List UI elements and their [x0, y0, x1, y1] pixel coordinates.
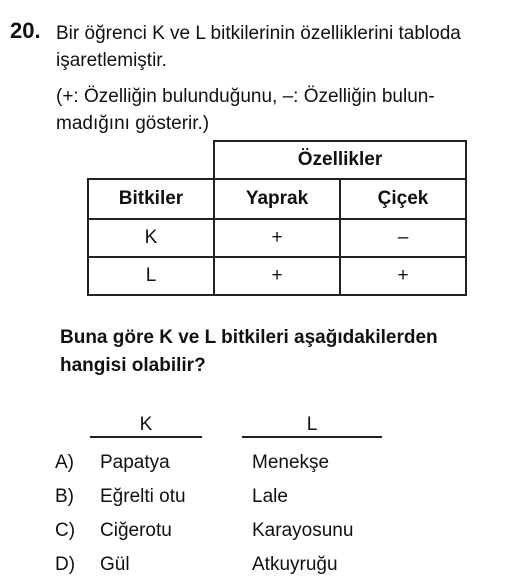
row-plant-l: L: [88, 257, 214, 295]
row-k-yaprak: +: [214, 219, 340, 257]
row-k-cicek: –: [340, 219, 466, 257]
legend-line: (+: Özelliğin bulunduğunu, –: Özelliğin bulun-: [56, 86, 435, 107]
option-letter: C): [55, 520, 76, 541]
option-letter: A): [55, 452, 74, 473]
option-d[interactable]: [55, 551, 495, 579]
row-plant-k: K: [88, 219, 214, 257]
prompt-line: hangisi olabilir?: [60, 355, 206, 376]
option-l-value: Lale: [252, 486, 288, 507]
table-group-header-row: [88, 141, 466, 179]
options-column-l-header: L: [306, 414, 318, 435]
table-legend: [56, 83, 496, 137]
properties-table: [87, 140, 467, 296]
header-cicek: Çiçek: [340, 179, 466, 219]
question-stem: [56, 20, 496, 74]
table-row: [88, 219, 466, 257]
option-letter: D): [55, 554, 76, 575]
legend-line: madığını gösterir.): [56, 113, 210, 134]
table-header-row: [88, 179, 466, 219]
column-l-underline: [242, 436, 382, 438]
prompt-line: Buna göre K ve L bitkileri aşağıdakilerden: [60, 327, 438, 348]
options-column-k-header: K: [139, 414, 153, 435]
table-row: [88, 257, 466, 295]
stem-line: işaretlemiştir.: [56, 50, 167, 71]
question-number: 20.: [10, 18, 41, 43]
option-k-value: Gül: [100, 554, 130, 575]
question-prompt: [60, 324, 500, 380]
option-k-value: Eğrelti otu: [100, 486, 186, 507]
option-l-value: Menekşe: [252, 452, 330, 473]
option-letter: B): [55, 486, 74, 507]
table-corner-empty: [88, 141, 214, 179]
group-header-ozellikler: Özellikler: [214, 141, 466, 179]
option-l-value: Karayosunu: [252, 520, 354, 541]
row-l-yaprak: +: [214, 257, 340, 295]
header-bitkiler: Bitkiler: [88, 179, 214, 219]
option-c[interactable]: [55, 517, 495, 545]
option-a[interactable]: [55, 449, 495, 477]
header-yaprak: Yaprak: [214, 179, 340, 219]
option-k-value: Papatya: [100, 452, 170, 473]
option-b[interactable]: [55, 483, 495, 511]
option-l-value: Atkuyruğu: [252, 554, 338, 575]
option-k-value: Ciğerotu: [100, 520, 172, 541]
stem-line: Bir öğrenci K ve L bitkilerinin özelliklerini tabloda: [56, 23, 461, 44]
column-k-underline: [90, 436, 202, 438]
row-l-cicek: +: [340, 257, 466, 295]
